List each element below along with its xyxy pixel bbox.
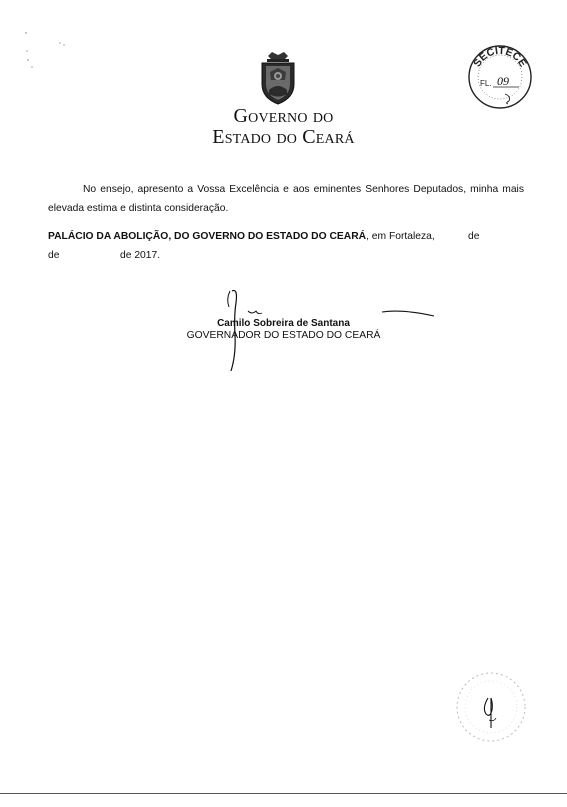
bottom-rule	[0, 793, 567, 794]
rubric-stamp	[452, 668, 530, 746]
body-paragraph: No ensejo, apresento a Vossa Excelência e aos eminentes Senhores Deputados, minha mais elevada estima e distinta consideração.	[48, 184, 524, 214]
svg-text:SECITECE	[471, 45, 529, 69]
stamp-page-number: 09	[497, 74, 509, 88]
date-de-1: de	[468, 231, 480, 242]
letterhead-title	[0, 106, 567, 148]
signatory-name: Camilo Sobreira de Santana	[217, 318, 350, 329]
stamp-fl-label: FL.	[480, 79, 492, 88]
letterhead-line1: Governo do	[233, 105, 334, 127]
closing-city: , em Fortaleza,	[366, 231, 435, 242]
date-de-2: de	[48, 250, 60, 261]
coat-of-arms-icon	[258, 50, 298, 106]
stamp-org: SECITECE	[471, 44, 529, 70]
scan-specks	[20, 25, 80, 75]
date-line	[48, 246, 161, 265]
secitece-stamp	[467, 44, 533, 110]
closing-palace: PALÁCIO DA ABOLIÇÃO, DO GOVERNO DO ESTADO DO CEARÁ	[48, 231, 367, 242]
letterhead-line2: Estado do Ceará	[212, 126, 355, 148]
closing-line	[48, 227, 524, 246]
signatory-role: GOVERNADOR DO ESTADO DO CEARÁ	[186, 330, 381, 341]
date-year: de 2017.	[120, 250, 161, 261]
